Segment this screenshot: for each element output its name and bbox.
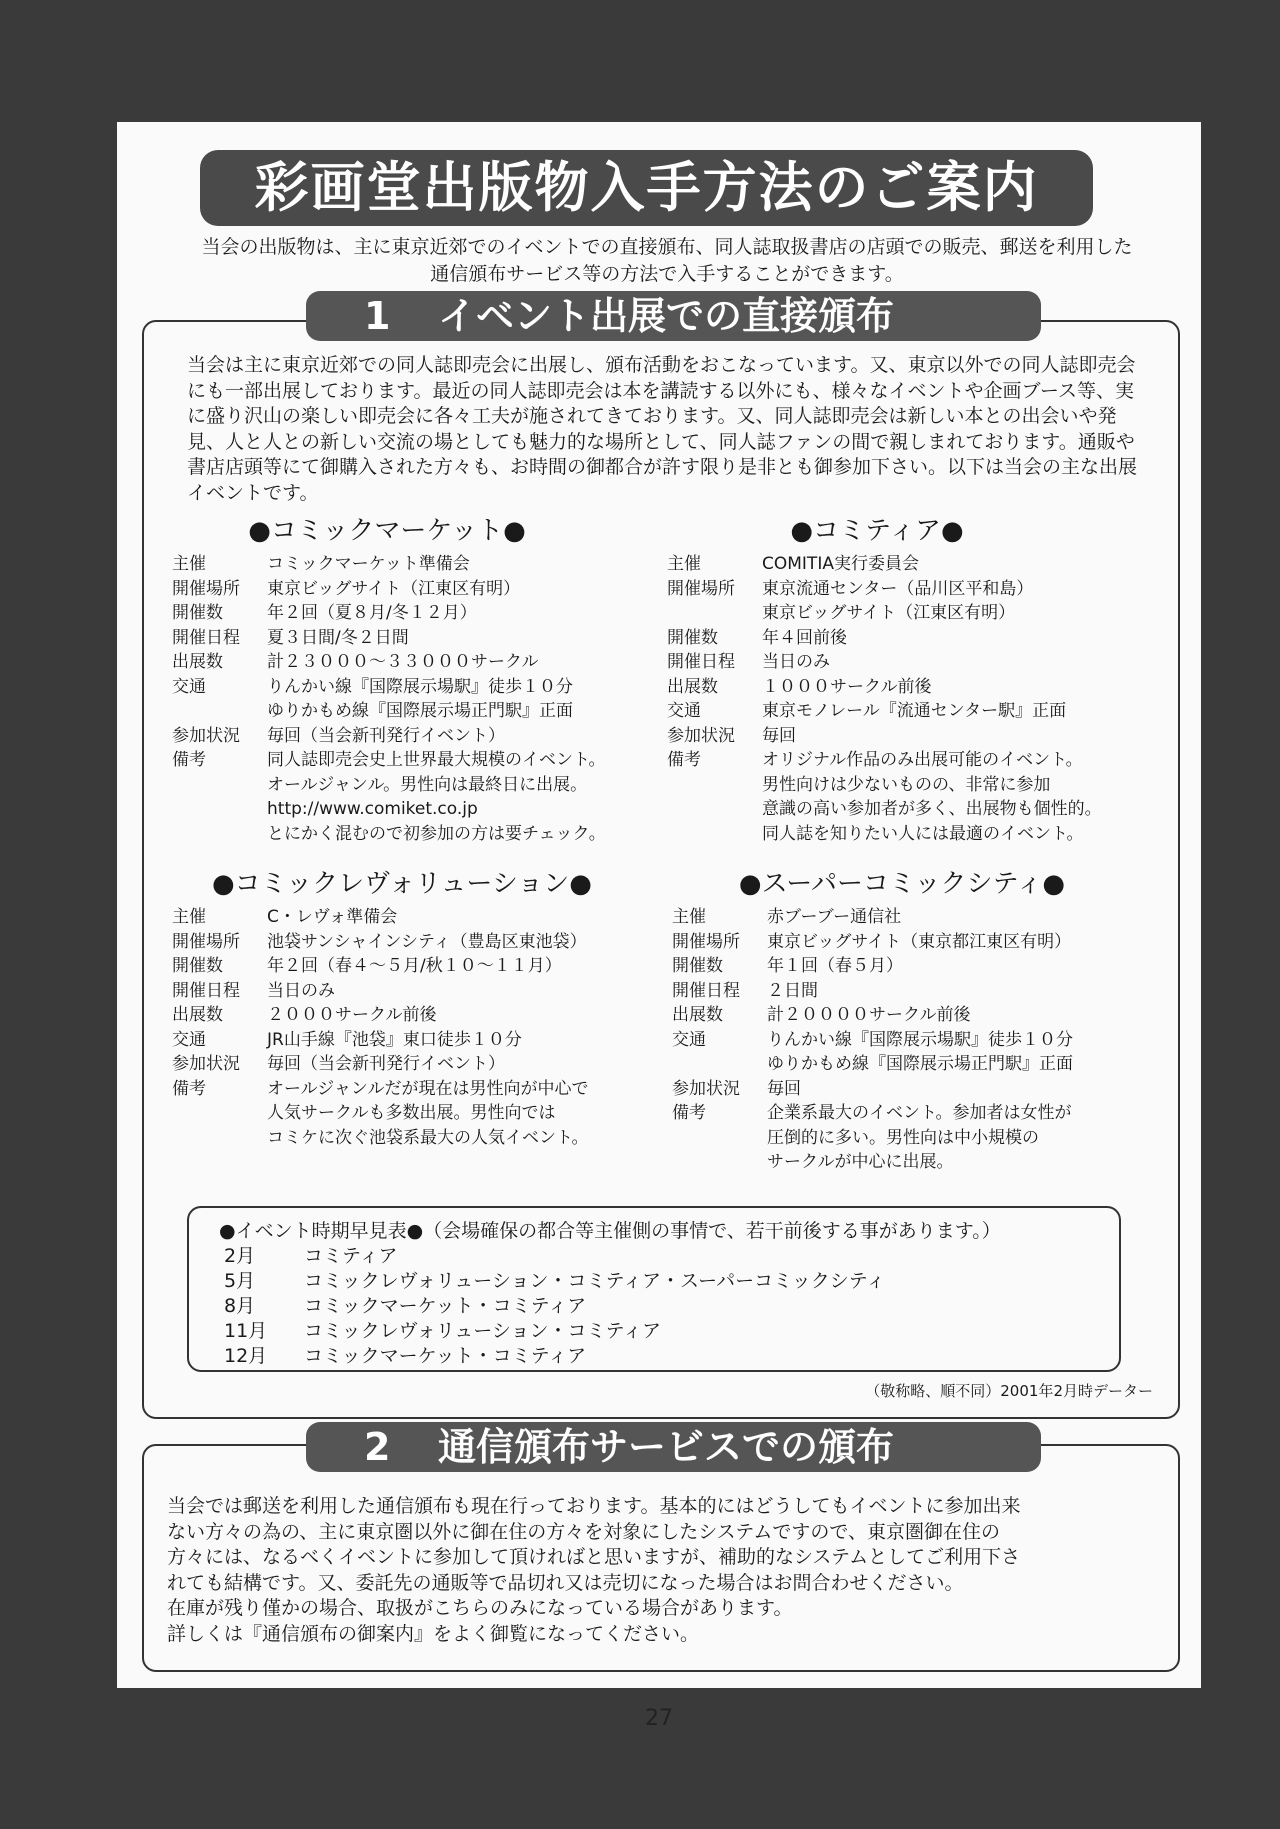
section-1-title-text: イベント出展での直接頒布 <box>438 294 895 338</box>
event-detail-key: 開催場所 <box>672 931 740 952</box>
event-detail-value: 毎回（当会新刊発行イベント） <box>267 725 505 746</box>
event-detail-key: 主催 <box>172 554 206 574</box>
event-detail-key: 参加状況 <box>172 1054 240 1074</box>
event-detail-row <box>172 552 632 577</box>
event-detail-value: 東京流通センター（品川区平和島） <box>762 578 1034 599</box>
event-detail-key: 備考 <box>672 1103 706 1123</box>
event-detail-values <box>267 577 520 602</box>
event-detail-row <box>672 930 1152 955</box>
event-detail-key: 主催 <box>172 907 206 927</box>
event-detail-values <box>267 930 587 955</box>
event-detail-value: オールジャンルだが現在は男性向が中心で <box>267 1078 589 1099</box>
section-2-line: 当会では郵送を利用した通信頒布も現在行っております。基本的にはどうしてもイベントに参加出来 <box>167 1495 1021 1517</box>
event-detail-value: C・レヴォ準備会 <box>267 907 398 927</box>
event-detail-values <box>762 699 1066 724</box>
event-detail-values <box>267 979 335 1004</box>
event-detail-values <box>267 1052 505 1077</box>
event-detail-key: 出展数 <box>672 1005 723 1025</box>
event-detail-key: 備考 <box>667 750 701 770</box>
event-detail-value: 年１回（春５月） <box>767 956 903 976</box>
event-detail-key: 出展数 <box>667 676 718 697</box>
schedule-row <box>224 1344 885 1369</box>
event-detail-row <box>672 1003 1152 1028</box>
event-title: ●コミックマーケット● <box>248 516 526 546</box>
event-detail-values <box>267 724 505 749</box>
event-detail-key: 主催 <box>667 554 701 574</box>
event-detail-key: 開催数 <box>667 627 718 648</box>
event-detail-value: 計２００００サークル前後 <box>767 1005 971 1025</box>
schedule-month: 5月 <box>224 1270 256 1292</box>
schedule-month: 2月 <box>224 1245 256 1267</box>
event-detail-values <box>267 675 573 724</box>
event-detail-value: 同人誌を知りたい人には最適のイベント。 <box>762 823 1084 844</box>
event-detail-row <box>667 552 1147 577</box>
schedule-row <box>224 1294 885 1319</box>
event-detail-value: COMITIA実行委員会 <box>762 554 919 574</box>
event-detail-values <box>762 552 919 577</box>
event-detail-row <box>172 601 632 626</box>
event-detail-value: 当日のみ <box>762 652 830 672</box>
event-detail-value: 東京モノレール『流通センター駅』正面 <box>762 701 1067 721</box>
event-detail-values <box>267 601 477 626</box>
event-detail-value: 赤ブーブー通信社 <box>767 907 902 927</box>
event-detail-row <box>672 979 1152 1004</box>
event-detail-key: 交通 <box>667 701 701 721</box>
event-detail-value: 毎回 <box>767 1078 801 1099</box>
event-detail-row <box>172 1028 632 1053</box>
schedule-events: コミックレヴォリューション・コミティア・スーパーコミックシティ <box>304 1270 886 1292</box>
event-detail-key: 開催日程 <box>172 980 240 1001</box>
event-detail-key: 交通 <box>672 1029 706 1050</box>
page-title: 彩画堂出版物入手方法のご案内 <box>200 150 1093 226</box>
event-detail-row <box>672 1077 1152 1102</box>
event-detail-key: 備考 <box>172 1078 206 1099</box>
event-detail-values <box>267 626 409 651</box>
schedule-row <box>224 1319 885 1344</box>
event-detail-row <box>667 577 1147 626</box>
event-detail-row <box>667 724 1147 749</box>
event-detail-row <box>172 1077 632 1151</box>
event-detail-values <box>267 748 606 846</box>
event-detail-row <box>172 577 632 602</box>
event-detail-key: 交通 <box>172 1029 206 1050</box>
event-detail-values <box>267 1077 588 1151</box>
event-detail-value: １０００サークル前後 <box>762 676 932 697</box>
event-detail-row <box>667 748 1147 846</box>
event-detail-row <box>667 699 1147 724</box>
event-detail-row <box>172 905 632 930</box>
event-detail-row <box>172 1052 632 1077</box>
event-detail-row <box>667 650 1147 675</box>
event-detail-row <box>172 979 632 1004</box>
event-detail-values <box>767 1077 801 1102</box>
event-detail-value: 東京ビッグサイト（江東区有明） <box>267 578 521 599</box>
section-2-line: れても結構です。又、委託先の通販等で品切れ又は売切になった場合はお問合わせください。 <box>167 1571 964 1594</box>
event-detail-value: りんかい線『国際展示場駅』徒歩１０分 <box>267 676 573 697</box>
event-detail-row <box>172 930 632 955</box>
event-detail-key: 開催日程 <box>672 980 740 1001</box>
schedule-month: 11月 <box>224 1320 268 1342</box>
section-2-line: 方々には、なるべくイベントに参加して頂ければと思いますが、補助的なシステムとしてご利用下さ <box>167 1546 1021 1568</box>
event-detail-key: 開催数 <box>172 956 223 976</box>
event-detail-values <box>767 979 818 1004</box>
event-detail-value: ２０００サークル前後 <box>267 1005 437 1025</box>
event-detail-value: 毎回（当会新刊発行イベント） <box>267 1054 505 1074</box>
event-detail-row <box>672 905 1152 930</box>
event-detail-value: ２日間 <box>767 980 818 1001</box>
event-detail-values <box>267 1003 437 1028</box>
event-detail-value: 男性向けは少ないものの、非常に参加 <box>762 774 1051 795</box>
schedule-row <box>224 1244 885 1269</box>
page <box>117 122 1201 1731</box>
event-detail-values <box>762 577 1033 626</box>
event-detail-value: JR山手線『池袋』東口徒歩１０分 <box>267 1029 522 1050</box>
event-super-comic-city <box>672 867 1152 1175</box>
event-detail-values <box>767 954 903 979</box>
event-detail-key: 開催場所 <box>172 578 240 599</box>
event-detail-value: 人気サークルも多数出展。男性向では <box>267 1103 556 1123</box>
event-detail-values <box>767 1003 971 1028</box>
event-detail-value: オールジャンル。男性向は最終日に出展。 <box>267 774 588 795</box>
event-detail-key: 開催日程 <box>667 652 735 672</box>
event-detail-value: 東京ビッグサイト（東京都江東区有明） <box>767 931 1072 952</box>
event-detail-value: 計２３０００～３３０００サークル <box>267 652 539 672</box>
event-detail-values <box>267 552 470 577</box>
event-detail-key: 参加状況 <box>667 725 735 746</box>
schedule-month: 8月 <box>224 1295 256 1317</box>
schedule-events: コミティア <box>304 1245 398 1267</box>
event-detail-value: ゆりかもめ線『国際展示場正門駅』正面 <box>267 701 573 721</box>
section-2-number: 2 <box>364 1425 391 1469</box>
schedule-month: 12月 <box>224 1345 268 1367</box>
event-detail-key: 参加状況 <box>672 1078 740 1099</box>
event-comic-revolution <box>172 867 632 1150</box>
event-detail-values <box>762 675 932 700</box>
event-detail-key: 主催 <box>672 907 706 927</box>
event-title: ●スーパーコミックシティ● <box>738 869 1066 899</box>
event-detail-key: 備考 <box>172 750 206 770</box>
event-detail-key: 開催場所 <box>172 931 240 952</box>
event-detail-row <box>672 954 1152 979</box>
event-detail-values <box>762 724 796 749</box>
event-detail-row <box>672 1028 1152 1077</box>
data-credit: （敬称略、順不同）2001年2月時データー <box>865 1382 1153 1400</box>
event-detail-row <box>172 626 632 651</box>
event-detail-value: 年２回（夏８月/冬１２月） <box>267 603 477 623</box>
event-detail-value: 年２回（春４～５月/秋１０～１１月） <box>267 956 562 976</box>
section-2-line: 在庫が残り僅かの場合、取扱がこちらのみになっている場合があります。 <box>167 1597 793 1619</box>
event-detail-row <box>172 748 632 846</box>
event-detail-row <box>172 1003 632 1028</box>
event-detail-row <box>172 650 632 675</box>
event-detail-key: 交通 <box>172 676 206 697</box>
event-detail-values <box>762 650 830 675</box>
event-detail-values <box>267 954 562 979</box>
event-detail-values <box>767 905 901 930</box>
event-detail-values <box>762 626 847 651</box>
schedule-events: コミックマーケット・コミティア <box>304 1345 587 1367</box>
event-detail-row <box>172 724 632 749</box>
page-number: 27 <box>645 1706 673 1731</box>
event-detail-value: りんかい線『国際展示場駅』徒歩１０分 <box>767 1029 1073 1050</box>
schedule-events: コミックマーケット・コミティア <box>304 1295 587 1317</box>
event-detail-key: 出展数 <box>172 652 223 672</box>
event-detail-value: オリジナル作品のみ出展可能のイベント。 <box>762 750 1083 770</box>
event-detail-value: サークルが中心に出展。 <box>767 1152 954 1172</box>
event-detail-value: コミックマーケット準備会 <box>267 554 470 574</box>
event-detail-value: 当日のみ <box>267 980 335 1001</box>
event-detail-key: 開催日程 <box>172 627 240 648</box>
section-1-title <box>306 291 1041 341</box>
event-detail-values <box>767 1101 1071 1175</box>
event-detail-row <box>667 675 1147 700</box>
event-detail-key: 参加状況 <box>172 725 240 746</box>
event-detail-values <box>767 930 1071 955</box>
event-detail-key: 開催場所 <box>667 578 735 599</box>
schedule-row <box>224 1269 885 1294</box>
section-1-number: 1 <box>364 294 391 338</box>
event-detail-value: 池袋サンシャインシティ（豊島区東池袋） <box>267 931 587 952</box>
section-2-title <box>306 1422 1041 1472</box>
event-detail-value: とにかく混むので初参加の方は要チェック。 <box>267 823 606 844</box>
event-detail-value: 毎回 <box>762 725 796 746</box>
event-detail-value: 圧倒的に多い。男性向は中小規模の <box>767 1127 1039 1148</box>
event-detail-value: コミケに次ぐ池袋系最大の人気イベント。 <box>267 1127 589 1148</box>
section-1-body: 当会は主に東京近郊での同人誌即売会に出展し、頒布活動をおこなっています。又、東京以外での同人誌即売会にも一部出展しております。最近の同人誌即売会は本を講読する以外にも、様々なイベントや企画ブース等、実に盛り沢山の楽しい即売会に各々工夫が施されてきております。又、同人誌即売会は新しい本との出会いや発見、人と人との新しい交流の場としても魅力的な場所として、同人誌ファンの間で親しまれております。通販や書店店頭等にて御購入された方々も、お時間の御都合が許す限り是非とも御参加下さい。以下は当会の主な出展イベントです。 <box>187 354 1138 504</box>
event-detail-values <box>767 1028 1073 1077</box>
schedule-list <box>224 1244 885 1369</box>
event-detail-row <box>672 1101 1152 1175</box>
event-detail-row <box>172 954 632 979</box>
event-detail-key: 出展数 <box>172 1005 223 1025</box>
section-2-line: 詳しくは『通信頒布の御案内』をよく御覧になってください。 <box>167 1622 700 1645</box>
schedule-events: コミックレヴォリューション・コミティア <box>304 1320 662 1342</box>
event-schedule-box <box>187 1206 1121 1372</box>
section-2-title-text: 通信頒布サービスでの頒布 <box>438 1425 895 1469</box>
intro-text: 当会の出版物は、主に東京近郊でのイベントでの直接頒布、同人誌取扱書店の店頭での販売、郵送を利用した通信頒布サービス等の方法で入手することができます。 <box>201 236 1133 285</box>
event-detail-values <box>762 748 1102 846</box>
event-detail-value: 同人誌即売会史上世界最大規模のイベント。 <box>267 750 606 770</box>
section-2-body <box>167 1494 1157 1647</box>
event-detail-values <box>267 905 397 930</box>
event-detail-value: 年４回前後 <box>762 627 847 648</box>
event-detail-key: 開催数 <box>672 956 723 976</box>
event-detail-value: http://www.comiket.co.jp <box>267 799 478 819</box>
event-title: ●コミティア● <box>790 516 964 546</box>
section-2-line: ない方々の為の、主に東京圏以外に御在住の方々を対象にしたシステムですので、東京圏御在住の <box>167 1520 1000 1543</box>
event-detail-value: 東京ビッグサイト（江東区有明） <box>762 603 1016 623</box>
event-detail-values <box>267 1028 522 1053</box>
event-detail-value: ゆりかもめ線『国際展示場正門駅』正面 <box>767 1054 1073 1074</box>
event-detail-key: 開催数 <box>172 603 223 623</box>
event-title: ●コミックレヴォリューション● <box>212 869 592 899</box>
event-detail-value: 夏３日間/冬２日間 <box>267 627 409 648</box>
event-detail-value: 企業系最大のイベント。参加者は女性が <box>767 1103 1072 1123</box>
event-detail-row <box>667 626 1147 651</box>
event-detail-row <box>172 675 632 724</box>
event-comic-market <box>172 514 632 846</box>
schedule-note: ●イベント時期早見表●（会場確保の都合等主催側の事情で、若干前後する事があります。） <box>219 1220 1001 1242</box>
event-detail-value: 意識の高い参加者が多く、出展物も個性的。 <box>762 799 1102 819</box>
event-detail-values <box>267 650 539 675</box>
event-comitia <box>667 514 1147 846</box>
